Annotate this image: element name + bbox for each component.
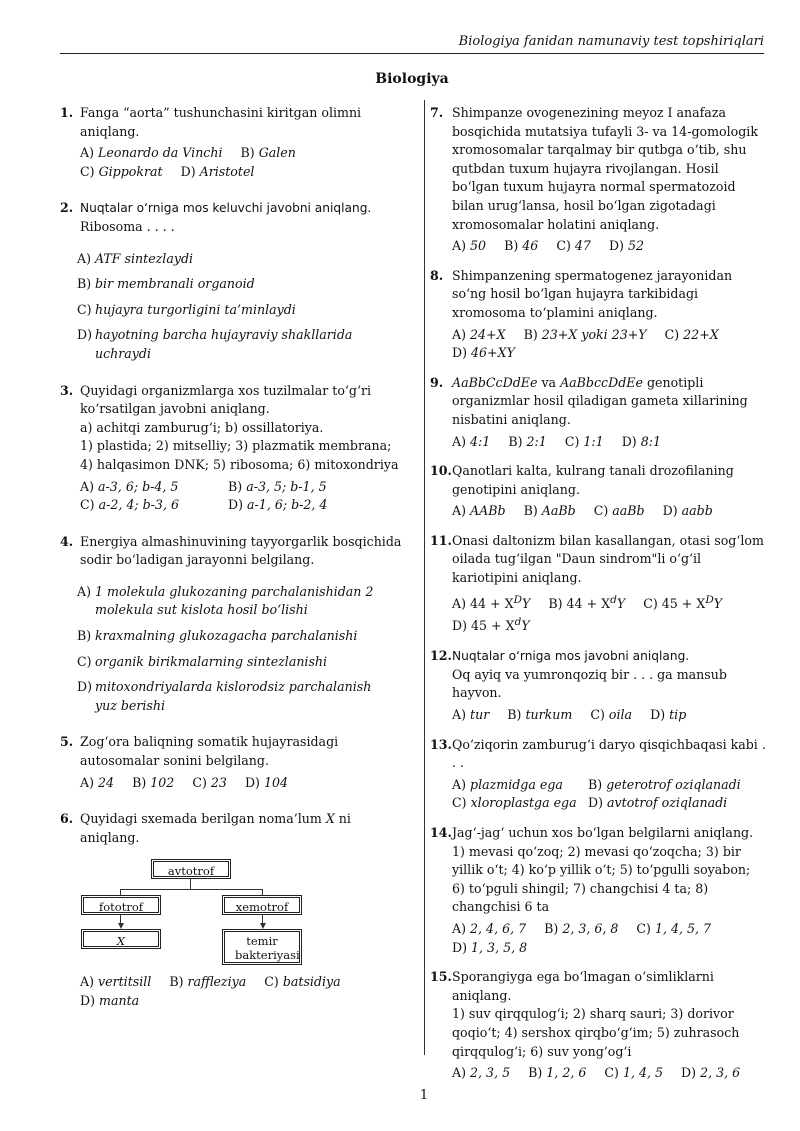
- answer-options: [452, 1064, 766, 1083]
- option-b[interactable]: B) bir membranali organoid: [77, 276, 255, 292]
- option-a[interactable]: A) 24+X: [452, 326, 506, 342]
- column-divider: [424, 100, 425, 1055]
- option-c[interactable]: C) 1, 4, 5: [604, 1065, 664, 1081]
- question-structures: 1) plastida; 2) mitselliy; 3) plazmatik membrana; 4) halqasimon DNK; 5) ribosoma; 6) mitoxondriya: [80, 438, 399, 472]
- question-stem: Nuqtalar o‘rniga mos keluvchi javobni aniqlang.: [80, 201, 372, 216]
- option-c[interactable]: C) 23: [192, 774, 227, 790]
- question-stem: Fanga “aorta” tushunchasini kiritgan olimni aniqlang.: [80, 105, 362, 139]
- option-d[interactable]: D) a-1, 6; b-2, 4: [228, 497, 328, 513]
- option-c[interactable]: C) 22+X: [664, 326, 719, 342]
- option-a[interactable]: A) $44 + X^DY$: [452, 593, 531, 611]
- question-stem: Qo‘ziqorin zamburug‘i daryo qisqichbaqasi kabi . . .: [452, 736, 766, 771]
- question-features: 1) mevasi qo‘zoq; 2) mevasi qo‘zoqcha; 3) bir yillik o‘t; 4) ko‘p yillik o‘t; 5) to‘pgulli soyabon; 6) to‘pguli shingil; 7) changchisi 4 ta; 8) changchisi 6 ta: [452, 843, 751, 915]
- option-a[interactable]: A) 2, 3, 5: [452, 1065, 511, 1081]
- answer-options: [80, 774, 408, 793]
- option-c[interactable]: C) 47: [556, 238, 591, 254]
- question-sentence: Oq ayiq va yumronqoziq bir . . . ga mansub hayvon.: [452, 666, 727, 701]
- question-stem: Quyidagi organizmlarga xos tuzilmalar to‘g‘ri ko‘rsatilgan javobni aniqlang.: [80, 382, 372, 417]
- option-d[interactable]: D) 1, 3, 5, 8: [452, 939, 528, 955]
- option-b[interactable]: B) kraxmalning glukozagacha parchalanishi: [77, 628, 358, 644]
- option-b[interactable]: B) AaBb: [523, 503, 576, 519]
- answer-options: [452, 237, 766, 256]
- question-9: [430, 374, 766, 451]
- question-stem: Jag‘-jag‘ uchun xos bo‘lgan belgilarni aniqlang.: [452, 824, 754, 840]
- answer-options: [452, 326, 766, 363]
- question-stem: Quyidagi sxemada berilgan noma’lum X ni aniqlang.: [80, 811, 351, 845]
- question-number: 9.: [430, 374, 444, 390]
- option-d[interactable]: D) manta: [80, 993, 140, 1008]
- question-number: 13.: [430, 736, 452, 752]
- question-number: 5.: [60, 734, 74, 750]
- diagram-box-top: avtotrof: [151, 859, 231, 879]
- question-2: [60, 199, 408, 363]
- question-3: [60, 382, 408, 515]
- option-b[interactable]: B) geterotrof oziqlanadi: [588, 776, 741, 792]
- option-a[interactable]: A) ATF sintezlaydi: [77, 250, 194, 266]
- question-4: [60, 533, 408, 716]
- option-d[interactable]: D) hayotning barcha hujayraviy shakllarida uchraydi: [77, 327, 353, 361]
- option-c[interactable]: C) xloroplastga ega: [452, 795, 577, 811]
- question-number: 7.: [430, 105, 444, 120]
- option-d[interactable]: D) 52: [608, 238, 644, 254]
- question-stem: Shimpanzening spermatogenez jarayonidan so‘ng hosil bo‘lgan hujayra tarkibidagi xromosoma to‘plamini aniqlang.: [452, 267, 733, 320]
- option-d[interactable]: D) $45 + X^dY$: [452, 616, 530, 634]
- option-b[interactable]: B) 102: [132, 774, 175, 790]
- option-d[interactable]: D) 46+XY: [452, 345, 515, 361]
- option-c[interactable]: C) 1, 4, 5, 7: [636, 920, 712, 936]
- answer-options: [452, 706, 766, 725]
- option-c[interactable]: C) a-2, 4; b-3, 6: [80, 497, 179, 513]
- question-number: 8.: [430, 267, 444, 283]
- option-b[interactable]: B) $44 + X^dY$: [548, 593, 626, 611]
- question-10: [430, 462, 766, 521]
- option-d[interactable]: D) aabb: [662, 503, 713, 519]
- question-number: 10.: [430, 463, 452, 479]
- option-c[interactable]: C) batsidiya: [264, 974, 341, 990]
- option-d[interactable]: D) mitoxondriyalarda kislorodsiz parchalanish yuz berishi: [77, 679, 372, 713]
- option-a[interactable]: A) tur: [452, 707, 490, 722]
- connector: [120, 889, 262, 890]
- question-1: [60, 104, 408, 181]
- connector: [190, 879, 191, 889]
- diagram-box-left: fototrof: [81, 895, 161, 915]
- question-7: [430, 104, 766, 256]
- question-number: 11.: [430, 532, 452, 548]
- question-13: [430, 736, 766, 813]
- option-d[interactable]: D) avtotrof oziqlanadi: [588, 795, 728, 811]
- question-number: 15.: [430, 969, 452, 985]
- question-stem: AaBbCcDdEe va AaBbccDdEe genotipli organizmlar hosil qiladigan gameta xillarining nisbatini aniqlang.: [452, 374, 748, 427]
- subject-title: Biologiya: [375, 71, 449, 87]
- right-column: [430, 104, 766, 1094]
- diagram-box-bottom-right: temir bakteriyasi: [222, 929, 302, 965]
- option-c[interactable]: C) oila: [590, 707, 633, 722]
- option-b[interactable]: B) 1, 2, 6: [528, 1065, 587, 1081]
- option-a[interactable]: A) a-3, 6; b-4, 5: [80, 478, 179, 494]
- answer-options: [452, 502, 766, 521]
- option-a[interactable]: A) AABb: [452, 503, 506, 519]
- option-b[interactable]: B) a-3, 5; b-1, 5: [228, 478, 327, 494]
- answer-options: [80, 478, 408, 515]
- option-a[interactable]: A) plazmidga ega: [452, 776, 563, 792]
- running-header: Biologiya fanidan namunaviy test topshiriqlari: [458, 34, 764, 49]
- question-stem: Shimpanze ovogenezining meyoz I anafaza bosqichida mutatsiya tufayli 3- va 14-gomologik xromosomalar tarqalmay bir qutbga o‘tib, shu qutbdan tuxum hujayra rivojlangan. Hosil bo‘lgan tuxum hujayra normal spermatozoid bilan urug‘lansa, hosil bo‘lgan zigotadagi xromosomalar holatini aniqlang.: [452, 105, 758, 232]
- option-b[interactable]: B) 46: [504, 238, 539, 254]
- question-stem: Qanotlari kalta, kulrang tanali drozofilaning genotipini aniqlang.: [452, 463, 734, 497]
- option-a[interactable]: A) 2, 4, 6, 7: [452, 920, 527, 936]
- option-d[interactable]: D) 8:1: [621, 433, 661, 449]
- option-b[interactable]: B) Galen: [240, 145, 296, 161]
- question-stem: Energiya almashinuvining tayyorgarlik bosqichida sodir bo‘ladigan jarayonni belgilang.: [80, 533, 402, 568]
- question-number: 4.: [60, 533, 74, 549]
- option-a[interactable]: A) 50: [452, 238, 487, 254]
- option-c[interactable]: C) 1:1: [564, 433, 604, 449]
- question-8: [430, 267, 766, 363]
- question-15: [430, 968, 766, 1083]
- left-column: [60, 104, 408, 1022]
- diagram-box-right: xemotrof: [222, 895, 302, 915]
- option-b[interactable]: B) 2, 3, 6, 8: [544, 920, 619, 936]
- option-b[interactable]: B) 23+X yoki 23+Y: [523, 326, 647, 342]
- answer-options: [452, 776, 766, 813]
- question-number: 3.: [60, 382, 74, 398]
- option-a[interactable]: A) 24: [80, 774, 115, 790]
- question-stem: Zog‘ora baliqning somatik hujayrasidagi autosomalar sonini belgilang.: [80, 734, 339, 769]
- option-a[interactable]: A) Leonardo da Vinchi: [80, 145, 223, 161]
- question-14: [430, 824, 766, 957]
- question-11: [430, 532, 766, 636]
- question-number: 6.: [60, 811, 74, 827]
- question-subject: Ribosoma . . . .: [80, 218, 175, 234]
- option-c[interactable]: C) hujayra turgorligini ta’minlaydi: [77, 301, 296, 317]
- question-number: 1.: [60, 105, 74, 120]
- question-5: [60, 733, 408, 792]
- answer-options: [80, 144, 408, 181]
- diagram-box-unknown: X: [81, 929, 161, 949]
- option-b[interactable]: B) 2:1: [508, 433, 547, 449]
- option-a[interactable]: A) 1 molekula glukozaning parchalanishidan 2 molekula sut kislota hosil bo‘lishi: [77, 583, 374, 618]
- page-number: 1: [419, 1088, 429, 1103]
- option-d[interactable]: D) Aristotel: [180, 163, 255, 179]
- question-stem: Onasi daltonizm bilan kasallangan, otasi sog‘lom oilada tug‘ilgan "Daun sindrom"li o‘g‘il kariotipini aniqlang.: [452, 532, 764, 586]
- option-a[interactable]: A) 4:1: [452, 433, 491, 449]
- option-b[interactable]: B) raffleziya: [169, 974, 247, 990]
- answer-options: [452, 591, 766, 637]
- option-c[interactable]: C) Gippokrat: [80, 163, 163, 179]
- option-c[interactable]: C) aaBb: [593, 503, 645, 519]
- header-rule: [60, 53, 764, 54]
- classification-diagram: [80, 855, 320, 967]
- question-number: 14.: [430, 824, 452, 840]
- answer-options: [452, 920, 766, 957]
- question-12: [430, 647, 766, 724]
- question-organisms: a) achitqi zamburug‘i; b) ossillatoriya.: [80, 419, 324, 435]
- question-number: 2.: [60, 200, 74, 216]
- option-c[interactable]: C) organik birikmalarning sintezlanishi: [77, 653, 328, 669]
- option-b[interactable]: B) turkum: [507, 707, 573, 722]
- option-d[interactable]: D) 2, 3, 6: [681, 1065, 741, 1081]
- option-d[interactable]: D) tip: [650, 707, 687, 722]
- answer-options: [452, 433, 766, 452]
- question-6: [60, 810, 408, 1010]
- question-plants: 1) suv qirqqulog‘i; 2) sharq sauri; 3) dorivor qoqio‘t; 4) sershox qirqbo‘g‘im; 5) zuhrasoch qirqqulog‘i; 6) suv yong‘og‘i: [452, 1006, 740, 1059]
- question-stem: Sporangiyga ega bo‘lmagan o‘simliklarni aniqlang.: [452, 969, 714, 1003]
- answer-options: [80, 973, 408, 1010]
- question-number: 12.: [430, 648, 452, 664]
- question-stem: Nuqtalar o‘rniga mos javobni aniqlang.: [452, 649, 690, 664]
- option-a[interactable]: A) vertitsill: [80, 974, 152, 990]
- option-d[interactable]: D) 104: [244, 774, 289, 790]
- option-c[interactable]: C) $45 + X^DY$: [643, 593, 723, 611]
